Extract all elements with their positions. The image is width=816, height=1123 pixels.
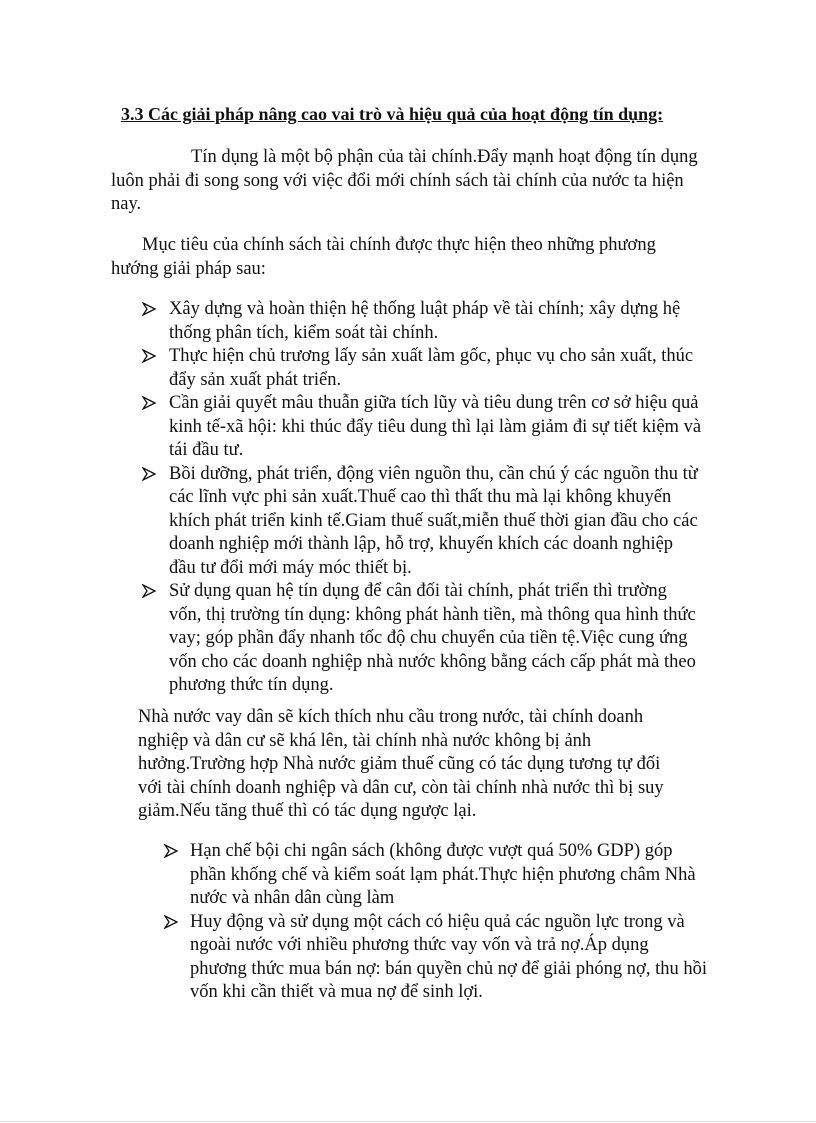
arrowhead-bullet-icon <box>142 467 156 481</box>
state-loan-paragraph: Nhà nước vay dân sẽ kích thích nhu cầu trong nước, tài chính doanh nghiệp và dân cư sẽ khá lên, tài chính nhà nước không bị ảnh hưởng.Trường hợp Nhà nước giảm thuế cũng có tác dụng tương tự đối với tài chính doanh nghiệp và dân cư, còn tài chính nhà nước thì bị suy giảm.Nếu tăng thuế thì có tác dụng ngược lại. <box>138 707 664 821</box>
arrowhead-bullet-icon <box>142 584 156 598</box>
arrowhead-bullet-icon <box>142 396 156 410</box>
objective-paragraph: Mục tiêu của chính sách tài chính được thực hiện theo những phương hướng giải pháp sau: <box>111 235 656 279</box>
list-item-text: Huy động và sử dụng một cách có hiệu quả các nguồn lực trong và ngoài nước với nhiều phương thức vay vốn và trả nợ.Áp dụng phương thức mua bán nợ: bán quyền chủ nợ để giải phóng nợ, thu hồi vốn khi cần thiết và mua nợ để sinh lợi. <box>190 911 707 1002</box>
arrowhead-bullet-icon <box>142 302 156 316</box>
additional-measures-list <box>164 840 709 1005</box>
arrowhead-bullet-icon <box>164 915 178 929</box>
arrowhead-bullet-icon <box>142 349 156 363</box>
list-item-text: Cần giải quyết mâu thuẫn giữa tích lũy và tiêu dung trên cơ sở hiệu quả kinh tế-xã hội: khi thúc đẩy tiêu dung thì lại làm giảm đi sự tiết kiệm và tái đầu tư. <box>169 393 702 460</box>
list-item-text: Hạn chế bội chi ngân sách (không được vượt quá 50% GDP) góp phần khống chế và kiểm soát lạm phát.Thực hiện phương châm Nhà nước và nhân dân cùng làm <box>190 841 696 908</box>
list-item <box>142 345 702 392</box>
list-item <box>142 392 702 463</box>
arrowhead-bullet-icon <box>164 844 178 858</box>
page-bottom-divider <box>0 1121 816 1122</box>
list-item-text: Sử dụng quan hệ tín dụng để cân đối tài chính, phát triển thì trường vốn, thị trường tín dụng: không phát hành tiền, mà thông qua hình thức vay; góp phần đẩy nhanh tốc độ chu chuyển của tiền tệ.Việc cung ứng vốn cho các doanh nghiệp nhà nước không bằng cách cấp phát mà theo phương thức tín dụng. <box>169 581 696 695</box>
list-item <box>142 463 702 581</box>
list-item <box>164 911 709 1005</box>
list-item-text: Xây dựng và hoàn thiện hệ thống luật pháp về tài chính; xây dựng hệ thống phân tích, kiểm soát tài chính. <box>169 299 681 343</box>
list-item-text: Thực hiện chủ trương lấy sản xuất làm gốc, phục vụ cho sản xuất, thúc đẩy sản xuất phát triển. <box>169 346 694 390</box>
solutions-list <box>142 298 702 698</box>
list-item <box>142 298 702 345</box>
intro-paragraph: Tín dụng là một bộ phận của tài chính.Đẩy mạnh hoạt động tín dụng luôn phải đi song song với việc đổi mới chính sách tài chính của nước ta hiện nay. <box>111 147 698 214</box>
list-item <box>142 580 702 698</box>
section-heading: 3.3 Các giải pháp nâng cao vai trò và hiệu quả của hoạt động tín dụng: <box>121 104 664 124</box>
list-item <box>164 840 709 911</box>
list-item-text: Bồi dưỡng, phát triển, động viên nguồn thu, cần chú ý các nguồn thu từ các lĩnh vực phi sản xuất.Thuế cao thì thất thu mà lại không khuyến khích phát triển kinh tế.Giam thuế suất,miễn thuế thời gian đầu cho các doanh nghiệp mới thành lập, hỗ trợ, khuyến khích các doanh nghiệp đầu tư đổi mới máy móc thiết bị. <box>169 463 698 578</box>
